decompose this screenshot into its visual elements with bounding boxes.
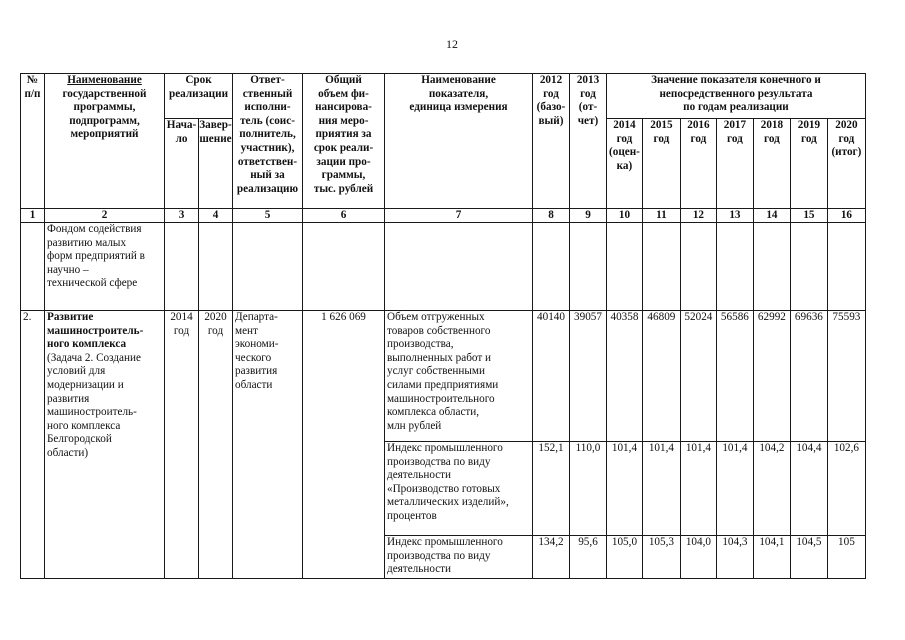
header-end: Завер- шение bbox=[199, 119, 233, 209]
column-number: 13 bbox=[716, 209, 753, 223]
column-number: 11 bbox=[642, 209, 680, 223]
column-number: 8 bbox=[533, 209, 570, 223]
header-2013: 2013 год (от- чет) bbox=[570, 74, 607, 209]
header-responsible: Ответ- ственный исполни- тель (соис- полнитель, участник), ответствен- ный за реализацию bbox=[233, 74, 303, 209]
row-number: 2. bbox=[21, 311, 45, 579]
column-number: 1 bbox=[21, 209, 45, 223]
table-row bbox=[21, 311, 866, 442]
value-cell: 152,1 bbox=[533, 442, 570, 536]
column-number: 10 bbox=[607, 209, 643, 223]
header-indicator-name: Наименование показателя, единица измерения bbox=[385, 74, 533, 209]
continuation-name: Фондом содействия развитию малых форм предприятий в научно – технической сфере bbox=[45, 223, 165, 311]
value-cell: 102,6 bbox=[827, 442, 865, 536]
column-number: 9 bbox=[570, 209, 607, 223]
header-values-by-year: Значение показателя конечного и непосредственного результата по годам реализации bbox=[607, 74, 866, 119]
value-cell: 101,4 bbox=[642, 442, 680, 536]
value-cell: 104,5 bbox=[790, 536, 827, 579]
value-cell: 134,2 bbox=[533, 536, 570, 579]
header-start: Нача- ло bbox=[165, 119, 199, 209]
header-num: № п/п bbox=[21, 74, 45, 209]
indicator-name: Индекс промышленного производства по виду деятельности bbox=[385, 536, 533, 579]
column-number-row bbox=[21, 209, 866, 223]
value-cell: 52024 bbox=[680, 311, 716, 442]
value-cell: 105 bbox=[827, 536, 865, 579]
indicator-name: Объем отгруженных товаров собственного производства, выполненных работ и услуг собственными силами предприятиями машиностроительного комплекса области, млн рублей bbox=[385, 311, 533, 442]
value-cell: 69636 bbox=[790, 311, 827, 442]
value-cell: 62992 bbox=[753, 311, 790, 442]
value-cell: 104,3 bbox=[716, 536, 753, 579]
value-cell: 46809 bbox=[642, 311, 680, 442]
column-number: 7 bbox=[385, 209, 533, 223]
header-total-funding: Общий объем фи- нансирова- ния меро- приятия за срок реали- зации про- граммы, тыс. рублей bbox=[303, 74, 385, 209]
column-number: 2 bbox=[45, 209, 165, 223]
column-number: 6 bbox=[303, 209, 385, 223]
header-2015: 2015 год bbox=[642, 119, 680, 209]
header-2017: 2017 год bbox=[716, 119, 753, 209]
value-cell: 110,0 bbox=[570, 442, 607, 536]
header-program-name: Наименование государственной программы, подпрограмм, мероприятий bbox=[45, 74, 165, 209]
value-cell: 75593 bbox=[827, 311, 865, 442]
term-start: 2014 год bbox=[165, 311, 199, 579]
value-cell: 105,3 bbox=[642, 536, 680, 579]
value-cell: 104,4 bbox=[790, 442, 827, 536]
value-cell: 101,4 bbox=[680, 442, 716, 536]
value-cell: 40358 bbox=[607, 311, 643, 442]
column-number: 16 bbox=[827, 209, 865, 223]
responsible-executor: Департа- мент экономи- ческого развития области bbox=[233, 311, 303, 579]
table-row bbox=[21, 223, 866, 311]
page-number: 12 bbox=[446, 37, 458, 51]
value-cell: 104,1 bbox=[753, 536, 790, 579]
term-end: 2020 год bbox=[199, 311, 233, 579]
header-2014: 2014 год (оцен- ка) bbox=[607, 119, 643, 209]
value-cell: 95,6 bbox=[570, 536, 607, 579]
column-number: 4 bbox=[199, 209, 233, 223]
value-cell: 104,0 bbox=[680, 536, 716, 579]
indicator-name: Индекс промышленного производства по виду деятельности «Производство готовых металлических изделий», процентов bbox=[385, 442, 533, 536]
program-name: Развитие машиностроитель- ного комплекса (Задача 2. Создание условий для модернизации и развития машиностроитель- ного комплекса Белгородской области) bbox=[45, 311, 165, 579]
header-2012: 2012 год (базо- вый) bbox=[533, 74, 570, 209]
value-cell: 104,2 bbox=[753, 442, 790, 536]
column-number: 12 bbox=[680, 209, 716, 223]
column-number: 3 bbox=[165, 209, 199, 223]
header-2018: 2018 год bbox=[753, 119, 790, 209]
value-cell: 40140 bbox=[533, 311, 570, 442]
column-number: 15 bbox=[790, 209, 827, 223]
value-cell: 39057 bbox=[570, 311, 607, 442]
value-cell: 101,4 bbox=[716, 442, 753, 536]
header-term: Срок реализации bbox=[165, 74, 233, 119]
indicators-table bbox=[20, 73, 866, 579]
header-2020: 2020 год (итог) bbox=[827, 119, 865, 209]
value-cell: 56586 bbox=[716, 311, 753, 442]
column-number: 14 bbox=[753, 209, 790, 223]
header-2019: 2019 год bbox=[790, 119, 827, 209]
total-funding: 1 626 069 bbox=[303, 311, 385, 579]
header-2016: 2016 год bbox=[680, 119, 716, 209]
value-cell: 105,0 bbox=[607, 536, 643, 579]
column-number: 5 bbox=[233, 209, 303, 223]
value-cell: 101,4 bbox=[607, 442, 643, 536]
